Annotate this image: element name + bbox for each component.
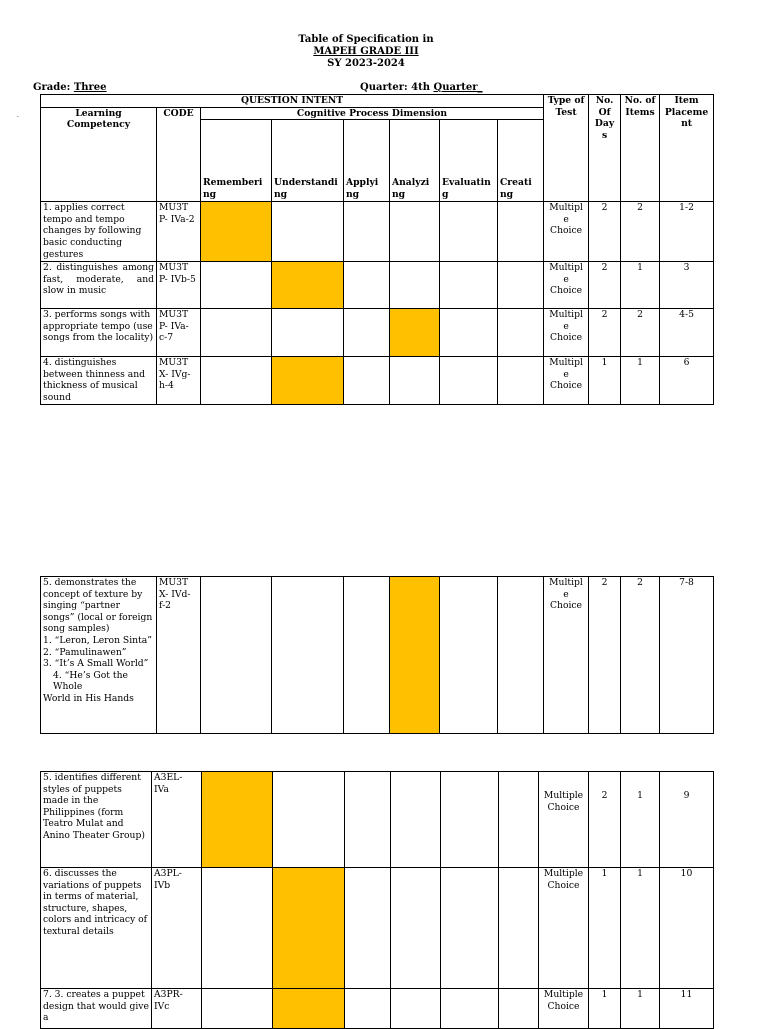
level-analyzing-cell <box>390 202 440 262</box>
placement-cell: 11 <box>660 989 714 1029</box>
level-applying-cell <box>345 772 391 868</box>
song-item: World in His Hands <box>43 692 134 704</box>
placement-cell: 1-2 <box>660 202 714 262</box>
table-row <box>41 309 714 357</box>
items-cell: 1 <box>621 357 660 404</box>
type-cell: Multipl e Choice <box>544 262 589 309</box>
grade-value: Three <box>73 82 107 93</box>
type-cell: Multipl e Choice <box>544 202 589 262</box>
level-creating-cell <box>498 309 544 357</box>
cognitive-dimension-header: Cognitive Process Dimension <box>201 107 544 120</box>
level-remembering-cell <box>201 202 272 262</box>
level-evaluating-cell <box>440 262 498 309</box>
level-analyzing-cell <box>390 577 440 734</box>
type-cell: Multipl e Choice <box>544 357 589 404</box>
song-item: 4. “He’s Got the Whole <box>53 669 128 693</box>
no-of-items-header: No. of Items <box>621 95 660 202</box>
level-applying-cell <box>344 577 390 734</box>
code-cell: A3PR- IVc <box>152 989 202 1029</box>
evaluating-header: Evaluatin g <box>440 120 498 202</box>
doc-title-line1: Table of Specification in <box>298 34 434 45</box>
level-understanding-cell <box>272 262 344 309</box>
competency-cell: 5. identifies different styles of puppets made in the Philippines (form Teatro Mulat and Anino Theater Group) <box>41 772 152 868</box>
table-row <box>41 202 714 262</box>
level-evaluating-cell <box>440 202 498 262</box>
level-remembering-cell <box>202 868 273 989</box>
level-analyzing-cell <box>390 357 440 404</box>
level-analyzing-cell <box>390 262 440 309</box>
type-cell: Multipl e Choice <box>544 309 589 357</box>
learning-competency-header: Learning Competency <box>41 107 157 202</box>
competency-cell: 1. applies correct tempo and tempo changes by following basic conducting gestures <box>41 202 157 262</box>
analyzing-header: Analyzi ng <box>390 120 440 202</box>
table-row <box>41 577 714 734</box>
level-creating-cell <box>498 357 544 404</box>
no-of-days-header: No. Of Day s <box>589 95 621 202</box>
level-evaluating-cell <box>441 868 499 989</box>
placement-cell: 10 <box>660 868 714 989</box>
level-creating-cell <box>499 989 539 1029</box>
quarter-value: Quarter_ <box>433 82 483 93</box>
creating-header: Creati ng <box>498 120 544 202</box>
days-cell: 1 <box>589 357 621 404</box>
items-cell: 2 <box>621 577 660 734</box>
days-cell: 1 <box>589 868 621 989</box>
level-remembering-cell <box>201 262 272 309</box>
level-understanding-cell <box>272 577 344 734</box>
type-cell: Multipl e Choice <box>544 577 589 734</box>
code-cell: A3PL- IVb <box>152 868 202 989</box>
remembering-header: Rememberi ng <box>201 120 272 202</box>
level-creating-cell <box>499 868 539 989</box>
specification-table-page1 <box>40 94 714 405</box>
competency-cell: 3. performs songs with appropriate tempo (use songs from the locality) <box>41 309 157 357</box>
level-understanding-cell <box>273 868 345 989</box>
table-row <box>41 262 714 309</box>
competency-cell: 4. distinguishes between thinness and thickness of musical sound <box>41 357 157 404</box>
level-evaluating-cell <box>440 357 498 404</box>
days-cell: 1 <box>589 989 621 1029</box>
level-creating-cell <box>498 577 544 734</box>
level-analyzing-cell <box>390 309 440 357</box>
type-cell: Multiple Choice <box>539 868 589 989</box>
level-analyzing-cell <box>391 868 441 989</box>
code-header: CODE <box>157 107 201 202</box>
placement-cell: 9 <box>660 772 714 868</box>
level-understanding-cell <box>272 357 344 404</box>
level-understanding-cell <box>272 202 344 262</box>
level-remembering-cell <box>202 989 273 1029</box>
days-cell: 2 <box>589 202 621 262</box>
specification-table-page3 <box>40 771 714 1029</box>
song-item: 1. “Leron, Leron Sinta” <box>43 634 152 646</box>
level-evaluating-cell <box>441 989 499 1029</box>
level-creating-cell <box>498 262 544 309</box>
code-cell: MU3T P- IVa-2 <box>157 202 201 262</box>
competency-cell <box>41 577 157 734</box>
items-cell: 1 <box>621 989 660 1029</box>
items-cell: 1 <box>621 262 660 309</box>
placement-cell: 3 <box>660 262 714 309</box>
understanding-header: Understandi ng <box>272 120 344 202</box>
items-cell: 1 <box>621 868 660 989</box>
type-cell: Multiple Choice <box>539 989 589 1029</box>
items-cell: 1 <box>621 772 660 868</box>
days-cell: 2 <box>589 262 621 309</box>
competency-line: 5. demonstrates the concept of texture by singing “partner songs” (local or foreign song samples) <box>43 577 153 635</box>
level-remembering-cell <box>201 577 272 734</box>
days-cell: 2 <box>589 577 621 734</box>
song-item: 2. “Pamulinawen” <box>43 646 127 658</box>
competency-cell: 6. discusses the variations of puppets in terms of material, structure, shapes, colors and intricacy of textural details <box>41 868 152 989</box>
code-cell: MU3T P- IVa- c-7 <box>157 309 201 357</box>
level-creating-cell <box>499 772 539 868</box>
level-analyzing-cell <box>391 989 441 1029</box>
level-applying-cell <box>344 262 390 309</box>
table-row <box>41 868 714 989</box>
song-item: 3. “It’s A Small World” <box>43 658 149 670</box>
quarter-field <box>360 82 482 93</box>
level-analyzing-cell <box>391 772 441 868</box>
table-row <box>41 357 714 404</box>
level-applying-cell <box>345 989 391 1029</box>
level-understanding-cell <box>273 989 345 1029</box>
level-applying-cell <box>344 202 390 262</box>
type-of-test-header: Type of Test <box>544 95 589 202</box>
code-cell: MU3T P- IVb-5 <box>157 262 201 309</box>
quarter-label: Quarter: 4th <box>360 82 434 93</box>
competency-cell: 7. 3. creates a puppet design that would give a <box>41 989 152 1029</box>
table-row <box>41 989 714 1029</box>
level-applying-cell <box>345 868 391 989</box>
level-understanding-cell <box>272 309 344 357</box>
type-cell: Multiple Choice <box>539 772 589 868</box>
applying-header: Applyi ng <box>344 120 390 202</box>
level-evaluating-cell <box>440 309 498 357</box>
level-remembering-cell <box>202 772 273 868</box>
level-creating-cell <box>498 202 544 262</box>
grade-label: Grade: <box>33 82 74 93</box>
items-cell: 2 <box>621 202 660 262</box>
competency-cell: 2. distinguishes among fast, moderate, and slow in music <box>41 262 157 309</box>
item-placement-header: Item Placeme nt <box>660 95 714 202</box>
question-intent-header: QUESTION INTENT <box>41 95 544 108</box>
level-applying-cell <box>344 309 390 357</box>
code-cell: MU3T X- IVg- h-4 <box>157 357 201 404</box>
placement-cell: 7-8 <box>660 577 714 734</box>
code-cell: A3EL- IVa <box>152 772 202 868</box>
placement-cell: 6 <box>660 357 714 404</box>
level-remembering-cell <box>201 357 272 404</box>
grade-field <box>33 82 107 93</box>
table-row <box>41 772 714 868</box>
stray-dot: . <box>17 112 19 119</box>
days-cell: 2 <box>589 772 621 868</box>
code-cell: MU3T X- IVd- f-2 <box>157 577 201 734</box>
doc-title-line2: MAPEH GRADE III <box>313 46 419 57</box>
items-cell: 2 <box>621 309 660 357</box>
specification-table-page2 <box>40 576 714 734</box>
level-applying-cell <box>344 357 390 404</box>
placement-cell: 4-5 <box>660 309 714 357</box>
days-cell: 2 <box>589 309 621 357</box>
level-remembering-cell <box>201 309 272 357</box>
level-evaluating-cell <box>440 577 498 734</box>
level-evaluating-cell <box>441 772 499 868</box>
doc-title-line3: SY 2023-2024 <box>327 58 405 69</box>
level-understanding-cell <box>273 772 345 868</box>
